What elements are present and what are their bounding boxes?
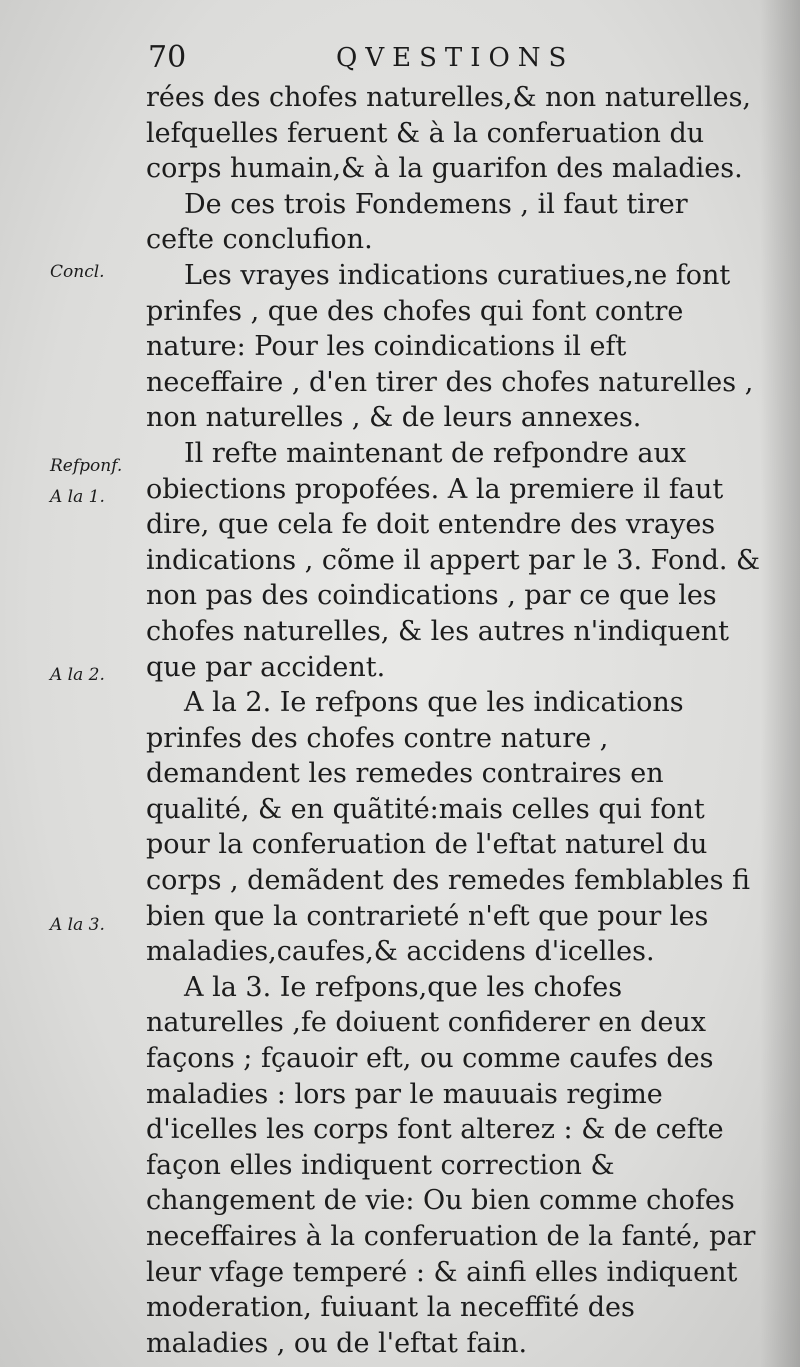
margin-note-a-la-3: A la 3.	[50, 915, 105, 935]
margin-note-a-la-2: A la 2.	[50, 665, 105, 685]
paragraph-response-1: Il refte maintenant de refpondre aux obiections propofées. A la premiere il faut dire, que cela fe doit entendre des vrayes indications , cõme il appert par le 3. Fond. & non pas des coindications , par ce que les chofes naturelles, & les autres n'indiquent que par accident.	[146, 437, 761, 683]
paragraph-response-3: A la 3. Ie refpons,que les chofes naturelles ,fe doiuent confiderer en deux façons ; fçauoir eft, ou comme caufes des maladies : lors par le mauuais regime d'icelles les corps font alterez : & de cefte façon elles indiquent correction & changement de vie: Ou bien comme chofes neceffaires à la conferuation de la fanté, par leur vfage temperé : & ainfi elles indiquent moderation, fuiuant la neceffité des maladies , ou de l'eftat fain.	[146, 971, 756, 1359]
page-number: 70	[148, 40, 187, 75]
margin-note-a-la-1: A la 1.	[50, 487, 105, 507]
margin-note-concl: Concl.	[50, 262, 105, 282]
page-header	[148, 38, 758, 78]
running-title: QVESTIONS	[336, 43, 575, 73]
paragraph-conclusion: Les vrayes indications curatiues,ne font prinfes , que des chofes qui font contre nature: Pour les coindications il eft neceffaire , d'en tirer des chofes naturelles , non naturelles , & de leurs annexes.	[146, 259, 754, 434]
paragraph-continuation: rées des chofes naturelles,& non naturelles, lefquelles feruent & à la conferuation du corps humain,& à la guarifon des maladies.	[146, 82, 752, 185]
paragraph-fondemens: De ces trois Fondemens , il faut tirer cefte conclufion.	[146, 188, 688, 256]
body-text	[146, 80, 764, 1361]
page-edge-shadow	[760, 0, 800, 1367]
margin-note-respons: Refponf.	[50, 456, 123, 476]
paragraph-response-2: A la 2. Ie refpons que les indications prinfes des chofes contre nature , demandent les remedes contraires en qualité, & en quãtité:mais celles qui font pour la conferuation de l'eftat naturel du corps , demãdent des remedes femblables fi bien que la contrarieté n'eft que pour les maladies,caufes,& accidens d'icelles.	[146, 687, 751, 968]
